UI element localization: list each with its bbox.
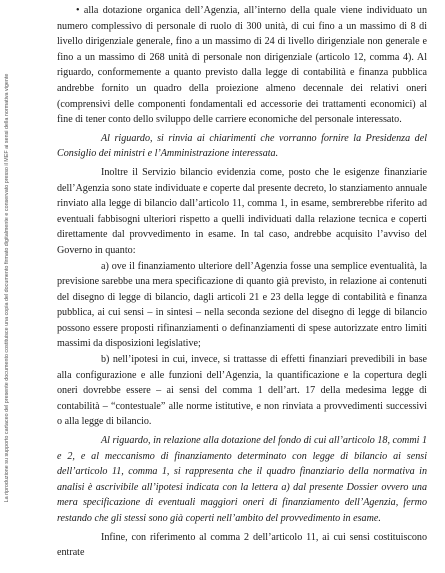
paragraph-budget-service: Inoltre il Servizio bilancio evidenzia come, posto che le esigenze finanziarie dell’Agenzia sono state individuate e coperte dal presente decreto, lo stanziamento annuale rinviato alla legge di bilancio dall’articolo 11, comma 1, in esame, sembrerebbe riferito ad eventuali fabbisogni ulteriori rispetto a quelli individuati dalla relazione tecnica e coperti direttamente dal provvedimento in esame. In tal caso, andrebbe acquisito l’avviso del Governo in quanto: — [57, 166, 427, 256]
paragraph-point-a: a) ove il finanziamento ulteriore dell’Agenzia fosse una semplice eventualità, la previsione sarebbe una mera specificazione di quanto già previsto, in relazione ai contenuti del disegno di legge di bilancio, dagli articoli 21 e 23 della legge di contabilità e finanza pubblica, ai cui sensi – in sintesi – nella seconda sezione del disegno di legge di bilancio possono essere proposti rifinanziamenti o definanziamenti di spese autorizzate entro limiti massimi da disposizioni legislative; — [57, 260, 427, 350]
paragraph-point-b: b) nell’ipotesi in cui, invece, si trattasse di effetti finanziari prevedibili in base alla configurazione e alle funzioni dell’Agenzia, la quantificazione e la copertura degli oneri dovrebbe essere – ai sensi del comma 1 dell’art. 17 della medesima legge di contabilità – “contestuale” alle norme istitutive, e non rinviata a provvedimenti successivi o alla legge di bilancio. — [57, 354, 427, 428]
paragraph-bullet-staffing: • alla dotazione organica dell’Agenzia, all’interno della quale viene individuato un numero complessivo di personale di ruolo di 300 unità, di cui fino a un massimo di 8 di livello dirigenziale generale, fino a un massimo di 24 di livello dirigenziale non generale e fino a un massimo di 268 unità di personale non dirigenziale (articolo 12, comma 4). Al riguardo, conformemente a quanto previsto dalla legge di contabilità e finanza pubblica andrebbe fornito un quadro della proiezione almeno decennale dei relativi oneri (comprensivi delle componenti fondamentali ed accessorie dei trattamenti economici) al fine di tener conto dello sviluppo delle carriere economiche del personale interessato. — [57, 5, 427, 126]
side-stamp-text: La riproduzione su supporto cartaceo del presente documento costituisce una copia del documento firmato digitalmente e conservato presso il MEF ai sensi della normativa vigente — [4, 73, 10, 503]
paragraph-response-2: Al riguardo, in relazione alla dotazione del fondo di cui all’articolo 18, commi 1 e 2, e al meccanismo di finanziamento determinato con legge di bilancio ai sensi dell’articolo 11, comma 1, si rappresenta che il quadro finanziario della normativa in analisi è ascrivibile all’ipotesi indicata con la lettera a) dal presente Dossier ovvero una mera specificazione di eventuali maggiori oneri di finanziamento dell’Agenzia, fermo restando che gli stessi sono già coperti nell’ambito del provvedimento in esame. — [57, 435, 427, 524]
paragraph-final: Infine, con riferimento al comma 2 dell’articolo 11, ai cui sensi costituiscono entrate — [57, 531, 427, 559]
document-page — [57, 3, 427, 561]
paragraph-response-1: Al riguardo, si rinvia ai chiarimenti che vorranno fornire la Presidenza del Consiglio dei ministri e l’Amministrazione interessata. — [57, 132, 427, 160]
side-stamp — [2, 8, 12, 568]
